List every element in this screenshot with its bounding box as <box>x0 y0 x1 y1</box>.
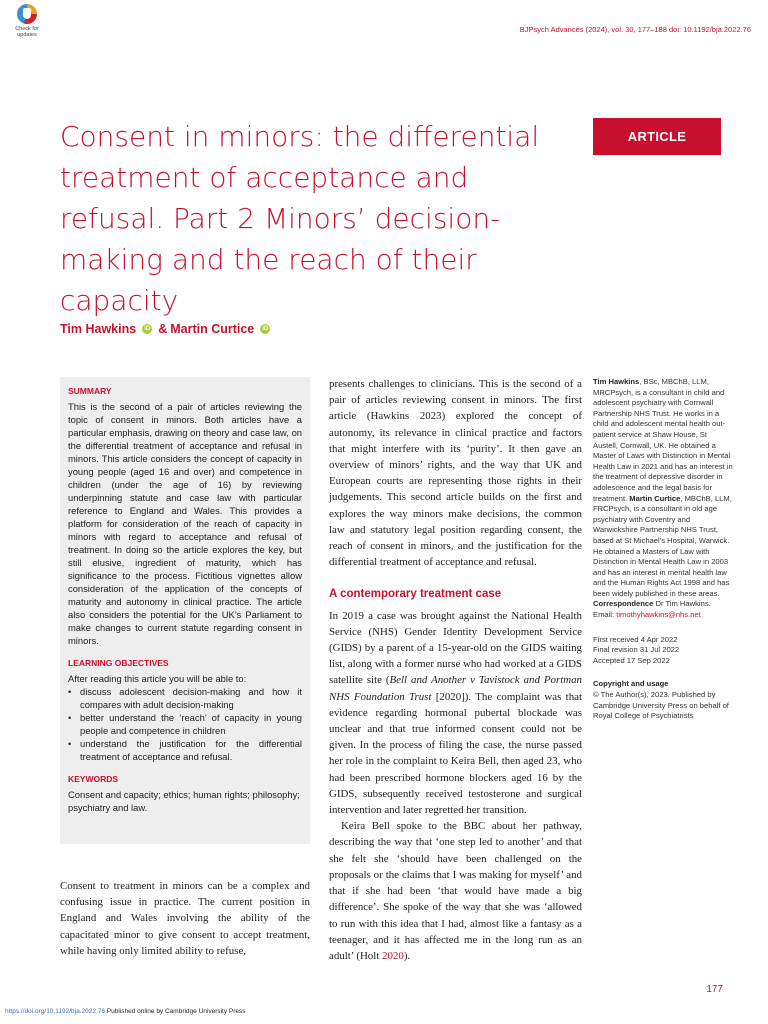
orcid-icon[interactable]: iD <box>144 326 151 332</box>
article-dates <box>593 635 733 667</box>
correspondence-label: Correspondence <box>593 599 654 609</box>
body-paragraph: presents challenges to clinicians. This is the second of a pair of articles reviewing consent in minors. The first article (Hawkins 2023) explored the concept of autonomy, its relevance in clinical practice and factors that might interfere with its ‘purity’. It then gave an overview of minors’ rights, and the way that UK and European courts are representing those rights in their judgements. This second article builds on the first and explores the way minors make decisions, the common law and statutory legal position regarding consent, the reach of consent in minors, and the justification for the differential treatment of acceptance and refusal. <box>329 378 582 569</box>
bio-text: , BSc, MBChB, LLM, MRCPsych, is a consultant in child and adolescent psychiatry with Cornwall Partnership NHS Trust. He works in a child and adolescent mental health out-patient service at Shaw House, St Austell, Cornwall, UK. He obtained a Master of Laws with Distinction in Mental Health Law in 2021 and has an interest in the treatment of depressive disorder in adolescence and the legal basis for treatment. <box>593 377 733 503</box>
date-revised: Final revision 31 Jul 2022 <box>593 645 680 655</box>
body-paragraph <box>329 818 582 964</box>
case-citation: Bell and Another v Tavistock and Portman NHS Foundation Trust <box>329 674 582 703</box>
author-bios <box>593 377 733 621</box>
bio-name: Martin Curtice <box>629 493 681 503</box>
intro-paragraph: Consent to treatment in minors can be a complex and confusing issue in practice. The current position in England and Wales involving the ability of the capacitated minor to give consent to accept treatment, while having only limited ability to refuse, <box>60 880 310 957</box>
section-heading: A contemporary treatment case <box>329 588 502 601</box>
email-link[interactable]: timothyhawkins@nhs.net <box>616 610 701 620</box>
doi-link[interactable]: https://doi.org/10.1192/bja.2022.76 <box>5 1008 105 1015</box>
email-label: Email: <box>593 610 617 620</box>
list-item: • understand the justification for the differential treatment of acceptance and refusal. <box>68 737 302 763</box>
copyright-heading: Copyright and usage <box>593 679 669 689</box>
main-column <box>329 376 582 964</box>
article-type-tag: ARTICLE <box>593 118 721 155</box>
crossmark-icon <box>17 4 37 24</box>
page-number: 177 <box>706 984 723 995</box>
bio-name: Tim Hawkins <box>593 377 640 386</box>
date-received: First received 4 Apr 2022 <box>593 634 678 644</box>
check-for-updates-label: Check for updates <box>15 26 39 38</box>
objectives-list <box>68 685 302 763</box>
orcid-icon[interactable]: iD <box>262 326 269 332</box>
keywords-text: Consent and capacity; ethics; human rights; philosophy; psychiatry and law. <box>68 789 300 813</box>
reference-link[interactable]: 2020 <box>382 949 404 962</box>
keywords-heading: KEYWORDS <box>68 774 119 784</box>
date-accepted: Accepted 17 Sep 2022 <box>593 655 670 665</box>
body-paragraph <box>329 608 582 819</box>
author-separator: & <box>158 322 168 336</box>
paragraph-text: [2020]). The complaint was that evidence regarding hormonal pubertal blockade was unclear and that true informed consent could not be given. In the process of filing the case, the nurse passed her role in the complaint to Keira Bell, then aged 23, who had been prescribed hormone blockers aged 16 by the GIDS, subsequently received testosterone and surgical intervention and later regretted her transition. <box>329 690 582 817</box>
author-name[interactable]: Tim Hawkins <box>60 322 137 336</box>
summary-box <box>60 377 310 844</box>
paragraph-text: ). <box>403 949 411 962</box>
sidebar-info <box>593 377 733 722</box>
check-for-updates-badge[interactable] <box>10 4 44 46</box>
footer <box>5 1008 246 1015</box>
publisher-note: Published online by Cambridge University Press <box>105 1008 246 1015</box>
list-item: • discuss adolescent decision-making and how it compares with adult decision-making <box>68 685 302 711</box>
objectives-heading: LEARNING OBJECTIVES <box>68 658 169 668</box>
author-name[interactable]: Martin Curtice <box>170 322 255 336</box>
article-title: Consent in minors: the differential treatment of acceptance and refusal. Part 2 Minors’ decision-making and the reach of their capacity <box>60 120 540 317</box>
correspondence-text: Dr Tim Hawkins. <box>653 599 711 609</box>
paragraph-text: Keira Bell spoke to the BBC about her pathway, describing the way that ‘one step led to another’ and that she felt she ‘should have been challenged on the proposals or the claims that I was making for myself’ and that if she had been ‘that would have made a big difference’. She spoke of the way that she was ‘allowed to run with this idea that I had, almost like a fantasy as a teenager, and it has affected me in the long run as an adult’ (Holt <box>329 820 582 962</box>
objectives-intro: After reading this article you will be able to: <box>68 673 247 684</box>
summary-heading: SUMMARY <box>68 386 112 396</box>
list-item: • better understand the ‘reach’ of capacity in young people and competence in children <box>68 711 302 737</box>
summary-text: This is the second of a pair of articles reviewing the topic of consent in minors. Both articles have a particular emphasis, drawing on theory and case law, on the differential treatment of acceptance and refusal in minors. This article considers the concept of capacity in young people (aged 16 and over) and competence in children (under the age of 16) by reviewing underpinning statute and case law with particular reference to England and Wales. This provides a platform for consideration of the reach of capacity in minors with regard to acceptance and refusal of treatment. In doing so the article explores the key, but still elusive, ingredient of maturity, which has significance to the process. Fictitious vignettes allow consideration of the application of the concepts of maturity and autonomy in clinical practice. The article also considers the potential for the UK’s Parliament to make changes to current statute regarding consent in minors. <box>68 401 302 646</box>
journal-reference: BJPsych Advances (2024), vol. 30, 177–188 doi: 10.1192/bja.2022.76 <box>519 25 751 34</box>
paragraph-text: In 2019 a case was brought against the National Health Service (NHS) Gender Identity Development Service (GIDS) by a parent of a 15-year-old on the GIDS waiting list, along with a former nurse who had worked at a GIDS satellite site ( <box>329 609 582 687</box>
copyright-text: © The Author(s), 2023. Published by Cambridge University Press on behalf of Royal College of Psychiatrists <box>593 690 729 721</box>
bio-text: , MBChB, LLM, FRCPsych, is a consultant in old age psychiatry with Coventry and Warwickshire Partnership NHS Trust, based at St Michael’s Hospital, Warwick. He obtained a Masters of Law with Distinction in Mental Health Law in 2003 and has an interest in mental health law and the Human Rights Act 1998 and has been widely published in these areas. <box>593 493 732 598</box>
author-line <box>60 322 273 336</box>
